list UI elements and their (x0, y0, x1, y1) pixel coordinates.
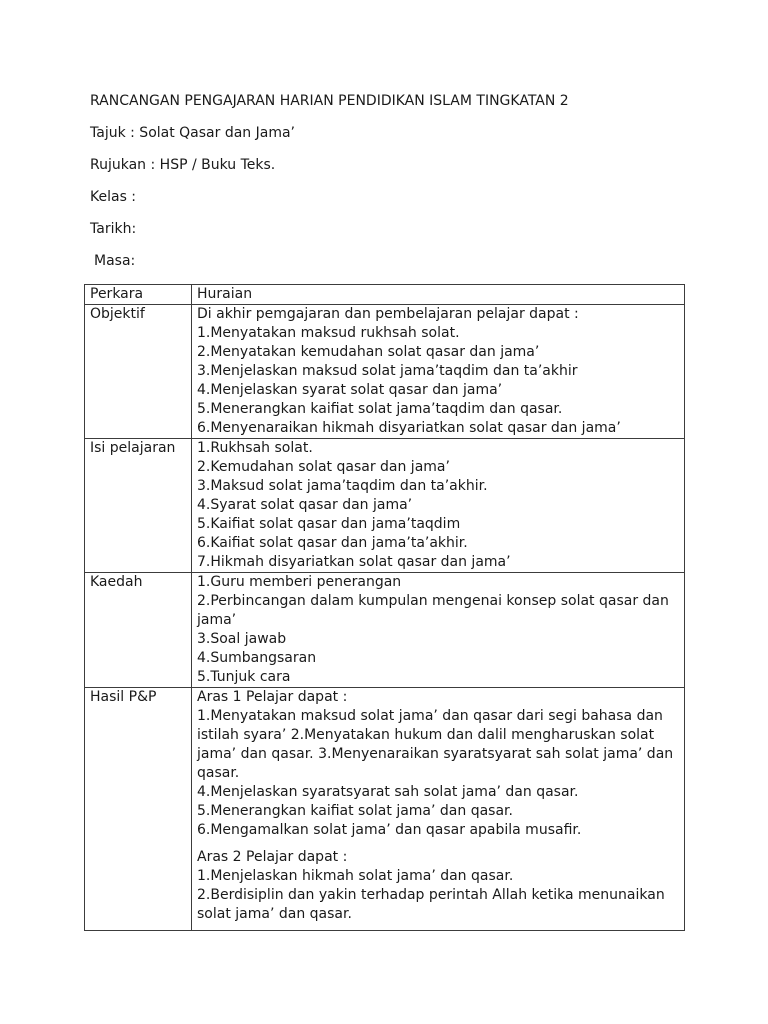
aras1-paragraph: 1.Menyatakan maksud solat jama’ dan qasar dari segi bahasa dan istilah syara’ 2.Menyatakan hukum dan dalil mengharuskan solat jama’ dan qasar. 3.Menyenaraikan syaratsyarat sah solat jama’ dan qasar. (197, 708, 674, 781)
huraian-header: Huraian (192, 285, 685, 305)
isi-pelajaran-content (192, 439, 685, 573)
objektif-line: Di akhir pemgajaran dan pembelajaran pelajar dapat : (197, 306, 579, 322)
topic-line: Tajuk : Solat Qasar dan Jama’ (90, 125, 296, 141)
aras2-line: 2.Berdisiplin dan yakin terhadap perintah Allah ketika menunaikan solat jama’ dan qasar. (197, 887, 665, 922)
reference-line: Rujukan : HSP / Buku Teks. (90, 157, 276, 173)
lesson-plan-table (84, 284, 685, 931)
isi-line: 4.Syarat solat qasar dan jama’ (197, 497, 413, 513)
objektif-line: 4.Menjelaskan syarat solat qasar dan jama’ (197, 382, 503, 398)
class-line: Kelas : (90, 189, 137, 205)
objektif-line: 2.Menyatakan kemudahan solat qasar dan jama’ (197, 344, 540, 360)
aras1-line: 5.Menerangkan kaifiat solat jama’ dan qasar. (197, 803, 513, 819)
isi-line: 3.Maksud solat jama’taqdim dan ta’akhir. (197, 478, 488, 494)
isi-line: 7.Hikmah disyariatkan solat qasar dan jama’ (197, 554, 511, 570)
isi-line: 2.Kemudahan solat qasar dan jama’ (197, 459, 450, 475)
hasil-pp-content (192, 688, 685, 931)
kaedah-line: 3.Soal jawab (197, 631, 287, 647)
row-label-objektif: Objektif (85, 305, 192, 439)
date-line: Tarikh: (90, 221, 137, 237)
aras1-line: 6.Mengamalkan solat jama’ dan qasar apabila musafir. (197, 822, 582, 838)
table-row-isi-pelajaran (85, 439, 685, 573)
row-label-isi-pelajaran: Isi pelajaran (85, 439, 192, 573)
row-label-hasil-pp: Hasil P&P (85, 688, 192, 931)
perkara-header: Perkara (85, 285, 192, 305)
isi-line: 5.Kaifiat solat qasar dan jama’taqdim (197, 516, 461, 532)
row-label-kaedah: Kaedah (85, 573, 192, 688)
kaedah-content (192, 573, 685, 688)
aras1-heading: Aras 1 Pelajar dapat : (197, 689, 348, 705)
aras2-line: 1.Menjelaskan hikmah solat jama’ dan qasar. (197, 868, 514, 884)
table-row-objektif (85, 305, 685, 439)
objektif-line: 6.Menyenaraikan hikmah disyariatkan solat qasar dan jama’ (197, 420, 621, 436)
table-row-kaedah (85, 573, 685, 688)
isi-line: 6.Kaifiat solat qasar dan jama’ta’akhir. (197, 535, 468, 551)
time-line: Masa: (94, 253, 136, 269)
isi-line: 1.Rukhsah solat. (197, 440, 313, 456)
table-header-row (85, 285, 685, 305)
objektif-line: 1.Menyatakan maksud rukhsah solat. (197, 325, 460, 341)
section-spacer (197, 840, 684, 848)
kaedah-line: 5.Tunjuk cara (197, 669, 291, 685)
kaedah-line: 4.Sumbangsaran (197, 650, 317, 666)
objektif-line: 3.Menjelaskan maksud solat jama’taqdim dan ta’akhir (197, 363, 578, 379)
aras2-heading: Aras 2 Pelajar dapat : (197, 849, 348, 865)
kaedah-line: 2.Perbincangan dalam kumpulan mengenai konsep solat qasar dan jama’ (197, 593, 669, 628)
aras1-line: 4.Menjelaskan syaratsyarat sah solat jama’ dan qasar. (197, 784, 579, 800)
kaedah-line: 1.Guru memberi penerangan (197, 574, 402, 590)
document-title: RANCANGAN PENGAJARAN HARIAN PENDIDIKAN ISLAM TINGKATAN 2 (90, 93, 569, 109)
table-row-hasil-pp (85, 688, 685, 931)
objektif-content (192, 305, 685, 439)
objektif-line: 5.Menerangkan kaifiat solat jama’taqdim dan qasar. (197, 401, 563, 417)
